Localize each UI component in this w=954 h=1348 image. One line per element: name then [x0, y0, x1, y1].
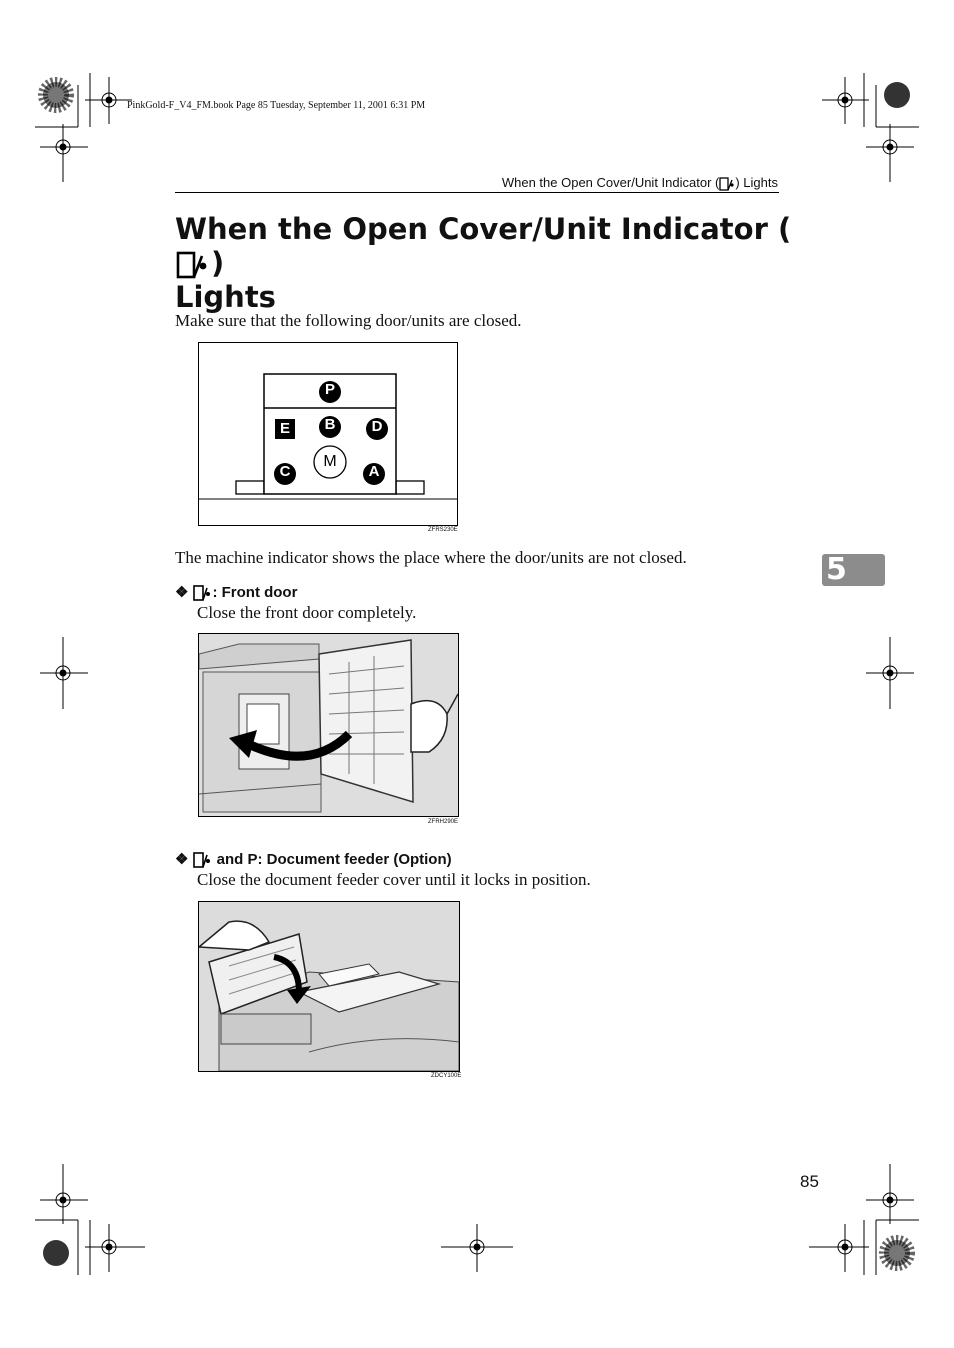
indicator-text: The machine indicator shows the place where the door/units are not closed.: [175, 548, 687, 567]
running-head: [502, 175, 778, 191]
title-text-line2: Lights: [175, 280, 276, 314]
indicator-diagram: [198, 342, 458, 526]
label-c: C: [279, 463, 291, 480]
bullet-icon: ❖: [175, 851, 189, 868]
open-cover-icon: [719, 177, 735, 191]
chapter-number: 5: [826, 552, 847, 587]
figure2-code: ZFRH290E: [428, 819, 459, 825]
open-cover-icon: [192, 585, 212, 601]
figure3-code: ZDCY100E: [431, 1073, 462, 1079]
page-title: [175, 212, 795, 314]
front-door-svg: [199, 634, 458, 816]
open-cover-icon: [175, 250, 211, 280]
running-head-text-end: ) Lights: [735, 175, 778, 190]
indicator-diagram-svg: [199, 343, 457, 525]
figure1-code: ZFRS230E: [428, 527, 458, 533]
section-document-feeder-heading: [175, 850, 452, 869]
print-info: PinkGold-F_V4_FM.book Page 85 Tuesday, September 11, 2001 6:31 PM: [127, 100, 426, 111]
document-feeder-illustration: [198, 901, 460, 1072]
section-front-door-text: Close the front door completely.: [197, 603, 417, 622]
document-feeder-svg: [199, 902, 459, 1071]
label-a: A: [368, 463, 380, 480]
section-front-door-heading: [175, 583, 297, 602]
label-p: P: [324, 381, 335, 398]
section-document-feeder-title: and P: Document feeder (Option): [212, 851, 452, 868]
chapter-tab: [822, 554, 885, 586]
running-head-text: When the Open Cover/Unit Indicator (: [501, 175, 720, 190]
label-m: M: [323, 453, 337, 470]
title-text: When the Open Cover/Unit Indicator (: [175, 212, 792, 246]
label-d: D: [371, 418, 383, 435]
front-door-illustration: [198, 633, 459, 817]
open-cover-icon: [192, 852, 212, 868]
header-rule: [175, 192, 779, 193]
intro-text: Make sure that the following door/units are closed.: [175, 311, 522, 330]
section-document-feeder-text: Close the document feeder cover until it locks in position.: [197, 870, 591, 889]
title-text-close: ): [211, 246, 225, 280]
page-number: 85: [800, 1172, 819, 1191]
label-e: E: [279, 420, 290, 437]
label-b: B: [324, 416, 336, 433]
section-front-door-title: : Front door: [212, 584, 298, 601]
bullet-icon: ❖: [175, 584, 189, 601]
